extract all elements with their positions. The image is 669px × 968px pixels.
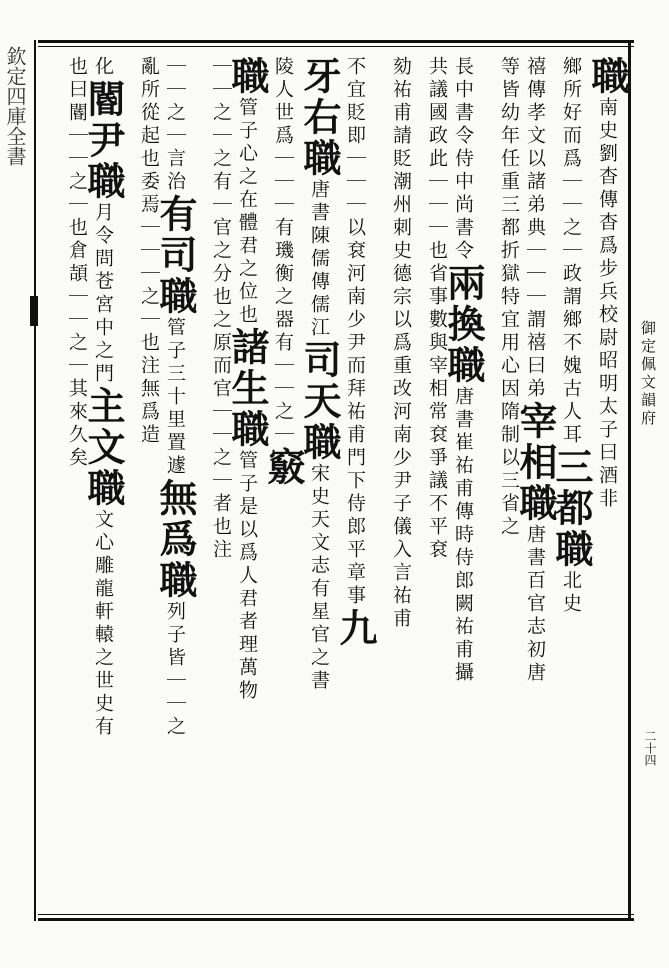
entry-text: 月令問苍宮中之門 <box>92 202 114 386</box>
text-column-15 <box>81 56 126 908</box>
text-column-14 <box>122 56 158 908</box>
text-column-5 <box>441 56 486 908</box>
book-title: 御定佩文韻府 <box>639 320 657 428</box>
entry-text: 也 <box>66 56 88 79</box>
bottom-border <box>38 918 634 921</box>
text-column-4 <box>482 56 518 908</box>
entry-text: 亂所從起也 <box>138 56 160 171</box>
text-column-11 <box>225 56 270 908</box>
top-border <box>38 40 634 43</box>
text-column-9 <box>297 56 342 908</box>
text-column-8 <box>333 56 378 908</box>
entry-text: 不宜貶即｜｜｜以袞河南少尹而拜祐甫門下侍郎平章事 <box>344 56 366 608</box>
entry-text: 南史劉杳傳杳爲步兵校尉昭明太子曰酒非 <box>596 97 618 511</box>
entry-heading: 竅 <box>261 447 306 488</box>
text-column-16 <box>50 56 86 908</box>
bottom-border-inner <box>38 914 634 915</box>
entry-text: 有璣衡之器有｜｜之｜ <box>272 217 294 447</box>
entry-text: 列子皆｜｜之 <box>164 601 186 739</box>
text-column-7 <box>374 56 410 908</box>
text-column-2 <box>549 56 594 908</box>
entry-text: 共議國政此｜｜｜也 <box>426 56 448 263</box>
entry-text: 因隋制以三省之 <box>498 378 520 539</box>
entry-heading: 三都職 <box>549 447 594 570</box>
entry-text: 文心雕龍軒轅之世史有 <box>92 509 114 739</box>
entry-text: 管子三十里置遽 <box>164 317 186 478</box>
page-number: 二十四 <box>643 730 657 766</box>
entry-text: 等皆幼年任重三都折獄特宜用心 <box>498 56 520 378</box>
entry-text: 陵人世爲｜｜｜ <box>272 56 294 217</box>
entry-heading: 職 <box>225 56 270 97</box>
text-column-13 <box>153 56 198 908</box>
entry-heading: 諸生職 <box>225 327 270 450</box>
entry-text: 長中書令侍中尚書令 <box>452 56 474 263</box>
entry-text: 宋史天文志有星官之書 <box>308 463 330 693</box>
right-border <box>628 40 631 921</box>
text-column-3 <box>513 56 558 908</box>
entry-text: 委焉｜｜｜之 <box>138 171 160 309</box>
text-column-1 <box>585 56 630 908</box>
left-border <box>34 40 36 921</box>
entry-text: 倉頡｜｜之｜其來久矣 <box>66 240 88 470</box>
entry-heading: 閽尹職 <box>81 79 126 202</box>
entry-text: 唐書陳儒傳儒江 <box>308 179 330 340</box>
entry-text: 管子心之在體君之位也 <box>236 97 258 327</box>
entry-text: 之原而官｜｜之｜者也注 <box>210 309 232 562</box>
entry-text: 禧傳孝文以諸弟典｜｜｜謂禧曰弟 <box>524 56 546 401</box>
entry-text: ｜｜之｜言治 <box>164 56 186 194</box>
entry-text: 劾祐甫請貶潮州刺史德宗以爲重改河南少尹子儀入言祐甫 <box>390 56 412 631</box>
entry-heading: 牙右職 <box>297 56 342 179</box>
entry-text: ｜｜之｜之有｜官之分也 <box>210 56 232 309</box>
entry-text: 省事數與宰相常袞爭議不平袞 <box>426 263 448 562</box>
entry-heading: 九 <box>333 608 378 649</box>
entry-text: ｜也注無爲造 <box>138 309 160 447</box>
entry-heading: 兩換職 <box>441 263 486 386</box>
left-edge-text: 欽定四庫全書 <box>3 46 27 166</box>
entry-heading: 宰相職 <box>513 401 558 524</box>
entry-heading: 主文職 <box>81 386 126 509</box>
text-column-10 <box>261 56 306 908</box>
text-column-6 <box>410 56 446 908</box>
entry-heading: 職 <box>585 56 630 97</box>
entry-heading: 無爲職 <box>153 478 198 601</box>
left-black-marker <box>30 296 38 326</box>
entry-text: 唐書百官志初唐 <box>524 524 546 685</box>
entry-text: 曰閽｜｜之｜也 <box>66 79 88 240</box>
top-border-inner <box>38 46 634 47</box>
entry-text: 北史 <box>560 570 582 616</box>
text-column-12 <box>194 56 230 908</box>
entry-text: 鄉所好而爲｜｜之｜政謂鄉不媿古人耳 <box>560 56 582 447</box>
entry-heading: 有司職 <box>153 194 198 317</box>
entry-text: 管子是以爲人君者理萬物 <box>236 450 258 703</box>
entry-text: 唐書崔祐甫傳時侍郎闕祐甫攝 <box>452 386 474 685</box>
entry-heading: 司天職 <box>297 340 342 463</box>
entry-text: 化 <box>92 56 114 79</box>
